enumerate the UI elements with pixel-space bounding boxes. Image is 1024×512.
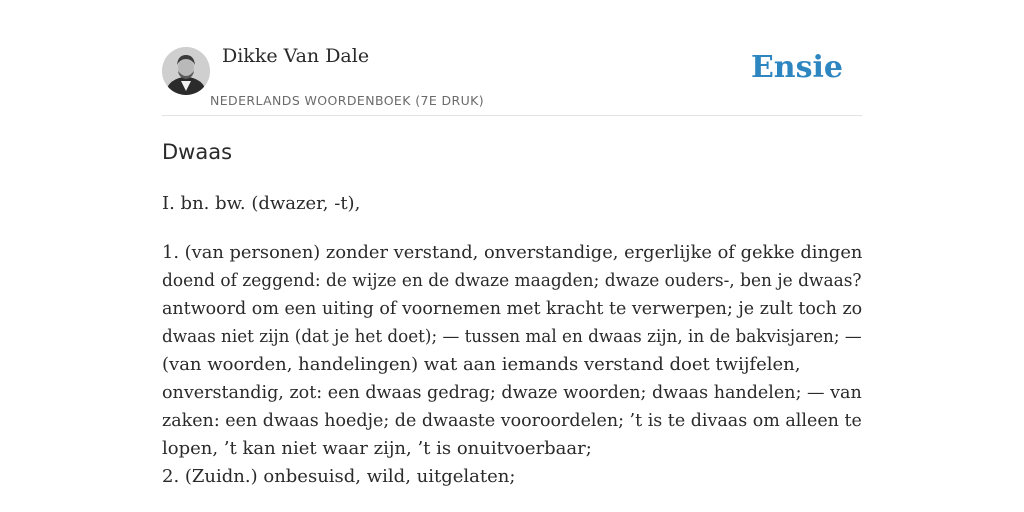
entry-grammar: I. bn. bw. (dwazer, -t), bbox=[162, 193, 361, 214]
definition-line: lopen, ’t kan niet waar zijn, ’t is onuitvoerbaar; bbox=[162, 438, 592, 459]
definition-line: 1. (van personen) zonder verstand, onverstandige, ergerlijke of gekke dingen bbox=[162, 242, 863, 263]
entry-title: Dwaas bbox=[162, 140, 233, 164]
definition-line: doend of zeggend: de wijze en de dwaze maagden; dwaze ouders-, ben je dwaas? bbox=[162, 270, 862, 291]
header-divider bbox=[162, 115, 862, 116]
definition-line: (van woorden, handelingen) wat aan iemands verstand doet twijfelen, bbox=[162, 354, 801, 375]
source-label: NEDERLANDS WOORDENBOEK (7E DRUK) bbox=[210, 93, 485, 108]
author-name[interactable]: Dikke Van Dale bbox=[222, 45, 370, 67]
brand-logo[interactable]: Ensie bbox=[750, 50, 843, 85]
portrait-icon bbox=[162, 47, 210, 95]
definition-line: onverstandig, zot: een dwaas gedrag; dwaze woorden; dwaas handelen; — van bbox=[162, 382, 862, 403]
entry-definition bbox=[162, 239, 862, 491]
definition-line: zaken: een dwaas hoedje; de dwaaste vooroordelen; ’t is te divaas om alleen te bbox=[162, 410, 862, 431]
author-avatar[interactable] bbox=[162, 47, 210, 95]
definition-line: antwoord om een uiting of voornemen met kracht te verwerpen; je zult toch zo bbox=[162, 298, 863, 319]
definition-line: dwaas niet zijn (dat je het doet); — tussen mal en dwaas zijn, in de bakvisjaren; — bbox=[162, 326, 862, 347]
definition-line: 2. (Zuidn.) onbesuisd, wild, uitgelaten; bbox=[162, 466, 516, 487]
